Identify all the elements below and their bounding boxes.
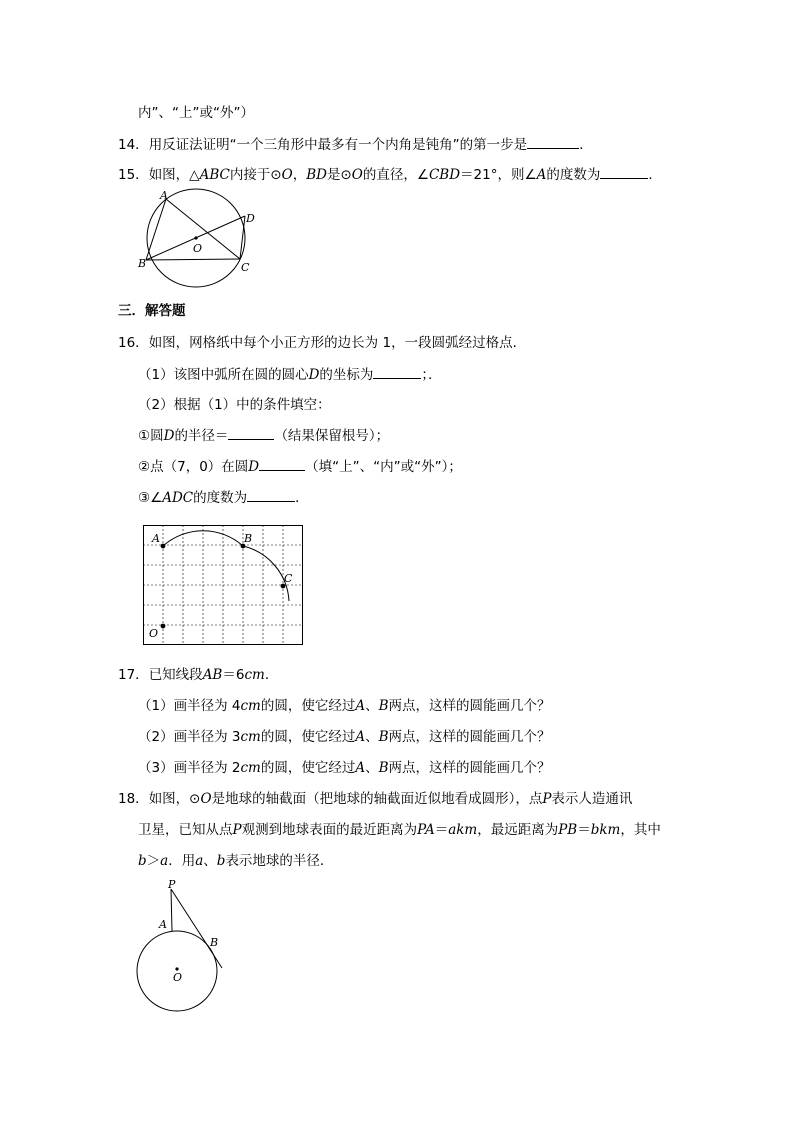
q17-math: cm	[240, 729, 261, 745]
q15-text: 的度数为	[546, 167, 601, 183]
q16-text: 的坐标为	[319, 367, 374, 383]
q17-text: 的圆，使它经过	[260, 698, 356, 714]
question-18	[118, 790, 632, 808]
q13-tail	[138, 104, 254, 122]
q16-answer-blank-2[interactable]	[228, 427, 274, 440]
q17-sub-1	[138, 697, 551, 715]
q18-text: ＞	[146, 853, 161, 869]
q17-sub-2	[138, 728, 551, 746]
q16-answer-blank-1[interactable]	[373, 366, 421, 379]
q17-text: ＝6	[222, 667, 245, 683]
question-17	[118, 666, 278, 684]
q18-text: 表示人造通讯	[551, 791, 633, 807]
q15-label-b: B	[138, 257, 147, 270]
q18-figure	[134, 880, 234, 1015]
q16-math: D	[248, 459, 260, 475]
q18-text: 、	[203, 853, 217, 869]
q16-label-o: O	[149, 627, 159, 640]
section-title: 三．解答题	[118, 303, 186, 319]
q17-text: 两点，这样的圆能画几个？	[388, 760, 551, 776]
q17-text: 、	[365, 698, 379, 714]
q16-grid-figure	[143, 525, 303, 646]
q18-text: 如图，⊙	[148, 791, 201, 807]
q18-text: 观测到地球表面的最近距离为	[241, 822, 418, 838]
q15-text: 是⊙	[326, 167, 352, 183]
q16-arc	[163, 531, 289, 601]
q16-item-2	[138, 458, 462, 476]
q16-point-o	[161, 624, 166, 629]
q15-label-o: O	[193, 242, 203, 255]
q15-label-a: A	[160, 189, 168, 202]
q17-number: 17．	[118, 667, 149, 683]
q18-math: PA	[417, 822, 435, 838]
q16-math: D	[163, 428, 175, 444]
q16-text: （1）该图中弧所在圆的圆心	[138, 367, 309, 383]
q16-label-c: C	[284, 572, 293, 585]
q18-math: PB	[558, 822, 578, 838]
q14-end: ．	[579, 137, 593, 153]
q18-text: 卫星，已知从点	[138, 822, 233, 838]
q16-answer-blank-3[interactable]	[259, 458, 305, 471]
q14-number: 14．	[118, 137, 149, 153]
q18-text: 是地球的轴截面（把地球的轴截面近似地看成圆形），点	[211, 791, 543, 807]
q18-text: ＝	[434, 822, 449, 838]
q15-text: ＝21°，则∠	[460, 167, 537, 183]
q16-text: ①圆	[138, 428, 164, 444]
q16-text: ②点（7，0）在圆	[138, 459, 249, 475]
q16-label-a: A	[152, 532, 160, 545]
section-heading	[118, 302, 186, 320]
q15-text: 内接于⊙	[229, 167, 282, 183]
q18-text: ．用	[168, 853, 196, 869]
q15-text: 如图，△	[148, 167, 200, 183]
q16-text: ；．	[421, 367, 442, 383]
q16-label-b: B	[244, 532, 253, 545]
q16-text: （结果保留根号）；	[274, 428, 390, 444]
q18-math: a	[160, 853, 169, 869]
q17-math: cm	[244, 667, 265, 683]
q16-text: 的度数为	[193, 490, 248, 506]
q18-segment-pa	[171, 889, 172, 931]
q17-text: 的圆，使它经过	[260, 729, 356, 745]
q14-answer-blank[interactable]	[527, 136, 579, 149]
q17-text: 两点，这样的圆能画几个？	[388, 729, 551, 745]
q17-text: （3）画半径为 2	[138, 760, 241, 776]
q14-text: 用反证法证明“一个三角形中最多有一个内角是钝角”的第一步是	[148, 137, 528, 153]
q15-math: O	[281, 167, 293, 183]
q16-item-1	[138, 427, 389, 445]
q18-math: P	[542, 791, 552, 807]
q18-math: P	[232, 822, 242, 838]
q17-math: B	[378, 760, 389, 776]
q17-text: 已知线段	[148, 667, 203, 683]
q16-sub-1	[138, 366, 442, 384]
q15-math: O	[351, 167, 363, 183]
q18-text: 表示地球的半径．	[225, 853, 334, 869]
q18-label-p: P	[168, 878, 176, 891]
question-15	[118, 166, 662, 184]
q16-math: ADC	[162, 490, 194, 506]
q17-text: 的圆，使它经过	[260, 760, 356, 776]
question-16	[118, 334, 526, 352]
q18-label-o: O	[173, 971, 183, 984]
q17-math: A	[355, 698, 366, 714]
q15-text: ，	[292, 167, 307, 183]
q18-line-2	[138, 821, 661, 839]
q15-segment-ab	[146, 199, 166, 260]
q17-math: A	[355, 760, 366, 776]
q16-point-a	[161, 544, 166, 549]
q18-text: ，其中	[620, 822, 661, 838]
q18-label-b: B	[210, 936, 219, 949]
q15-number: 15．	[118, 167, 149, 183]
q17-math: cm	[240, 698, 261, 714]
q18-math: b	[138, 853, 147, 869]
q13-tail-text: 内”、“上”或“外”）	[138, 105, 254, 121]
q18-line-3	[138, 852, 333, 870]
q17-math: B	[378, 698, 389, 714]
q16-text: （填“上”、“内”或“外”）；	[305, 459, 462, 475]
q16-sub-2	[138, 396, 331, 414]
q18-math: bkm	[590, 822, 621, 838]
q16-text: ．	[295, 490, 309, 506]
q15-center-dot	[194, 236, 197, 239]
q17-math: AB	[202, 667, 223, 683]
q16-text: （2）根据（1）中的条件填空：	[138, 397, 331, 413]
q18-number: 18．	[118, 791, 149, 807]
q16-number: 16．	[118, 335, 149, 351]
q18-text: ，最远距离为	[477, 822, 559, 838]
q15-answer-blank[interactable]	[600, 166, 648, 179]
q17-text: （1）画半径为 4	[138, 698, 241, 714]
q18-text: ＝	[577, 822, 591, 838]
q16-text: ③∠	[138, 490, 163, 506]
q16-stem: 如图，网格纸中每个小正方形的边长为 1，一段圆弧经过格点．	[148, 335, 527, 351]
q18-math: akm	[448, 822, 478, 838]
q15-label-c: C	[241, 261, 250, 274]
q18-math: a	[195, 853, 204, 869]
q15-end: ．	[648, 167, 662, 183]
q17-text: 两点，这样的圆能画几个？	[388, 698, 551, 714]
q16-item-3	[138, 489, 309, 507]
q15-label-d: D	[246, 212, 255, 225]
q15-text: 的直径，∠	[362, 167, 429, 183]
q15-math: CBD	[428, 167, 461, 183]
question-14	[118, 136, 593, 154]
q17-math: B	[378, 729, 389, 745]
q17-math: A	[355, 729, 366, 745]
q15-math: BD	[306, 167, 327, 183]
q17-text: 、	[365, 760, 379, 776]
q15-segment-bc	[146, 259, 240, 260]
q18-math: b	[216, 853, 226, 869]
q18-math: O	[200, 791, 212, 807]
q17-text: ．	[264, 667, 279, 683]
q17-text: 、	[365, 729, 379, 745]
q17-math: cm	[240, 760, 261, 776]
q18-label-a: A	[159, 918, 167, 931]
q16-math: D	[308, 367, 320, 383]
q18-segment-pb	[171, 889, 222, 968]
q16-text: 的半径＝	[174, 428, 229, 444]
q17-sub-3	[138, 759, 551, 777]
q16-answer-blank-4[interactable]	[247, 489, 295, 502]
q15-math: A	[536, 167, 547, 183]
q15-segment-ac	[166, 199, 240, 259]
q17-text: （2）画半径为 3	[138, 729, 241, 745]
q15-math: ABC	[199, 167, 230, 183]
q15-figure	[134, 190, 264, 290]
